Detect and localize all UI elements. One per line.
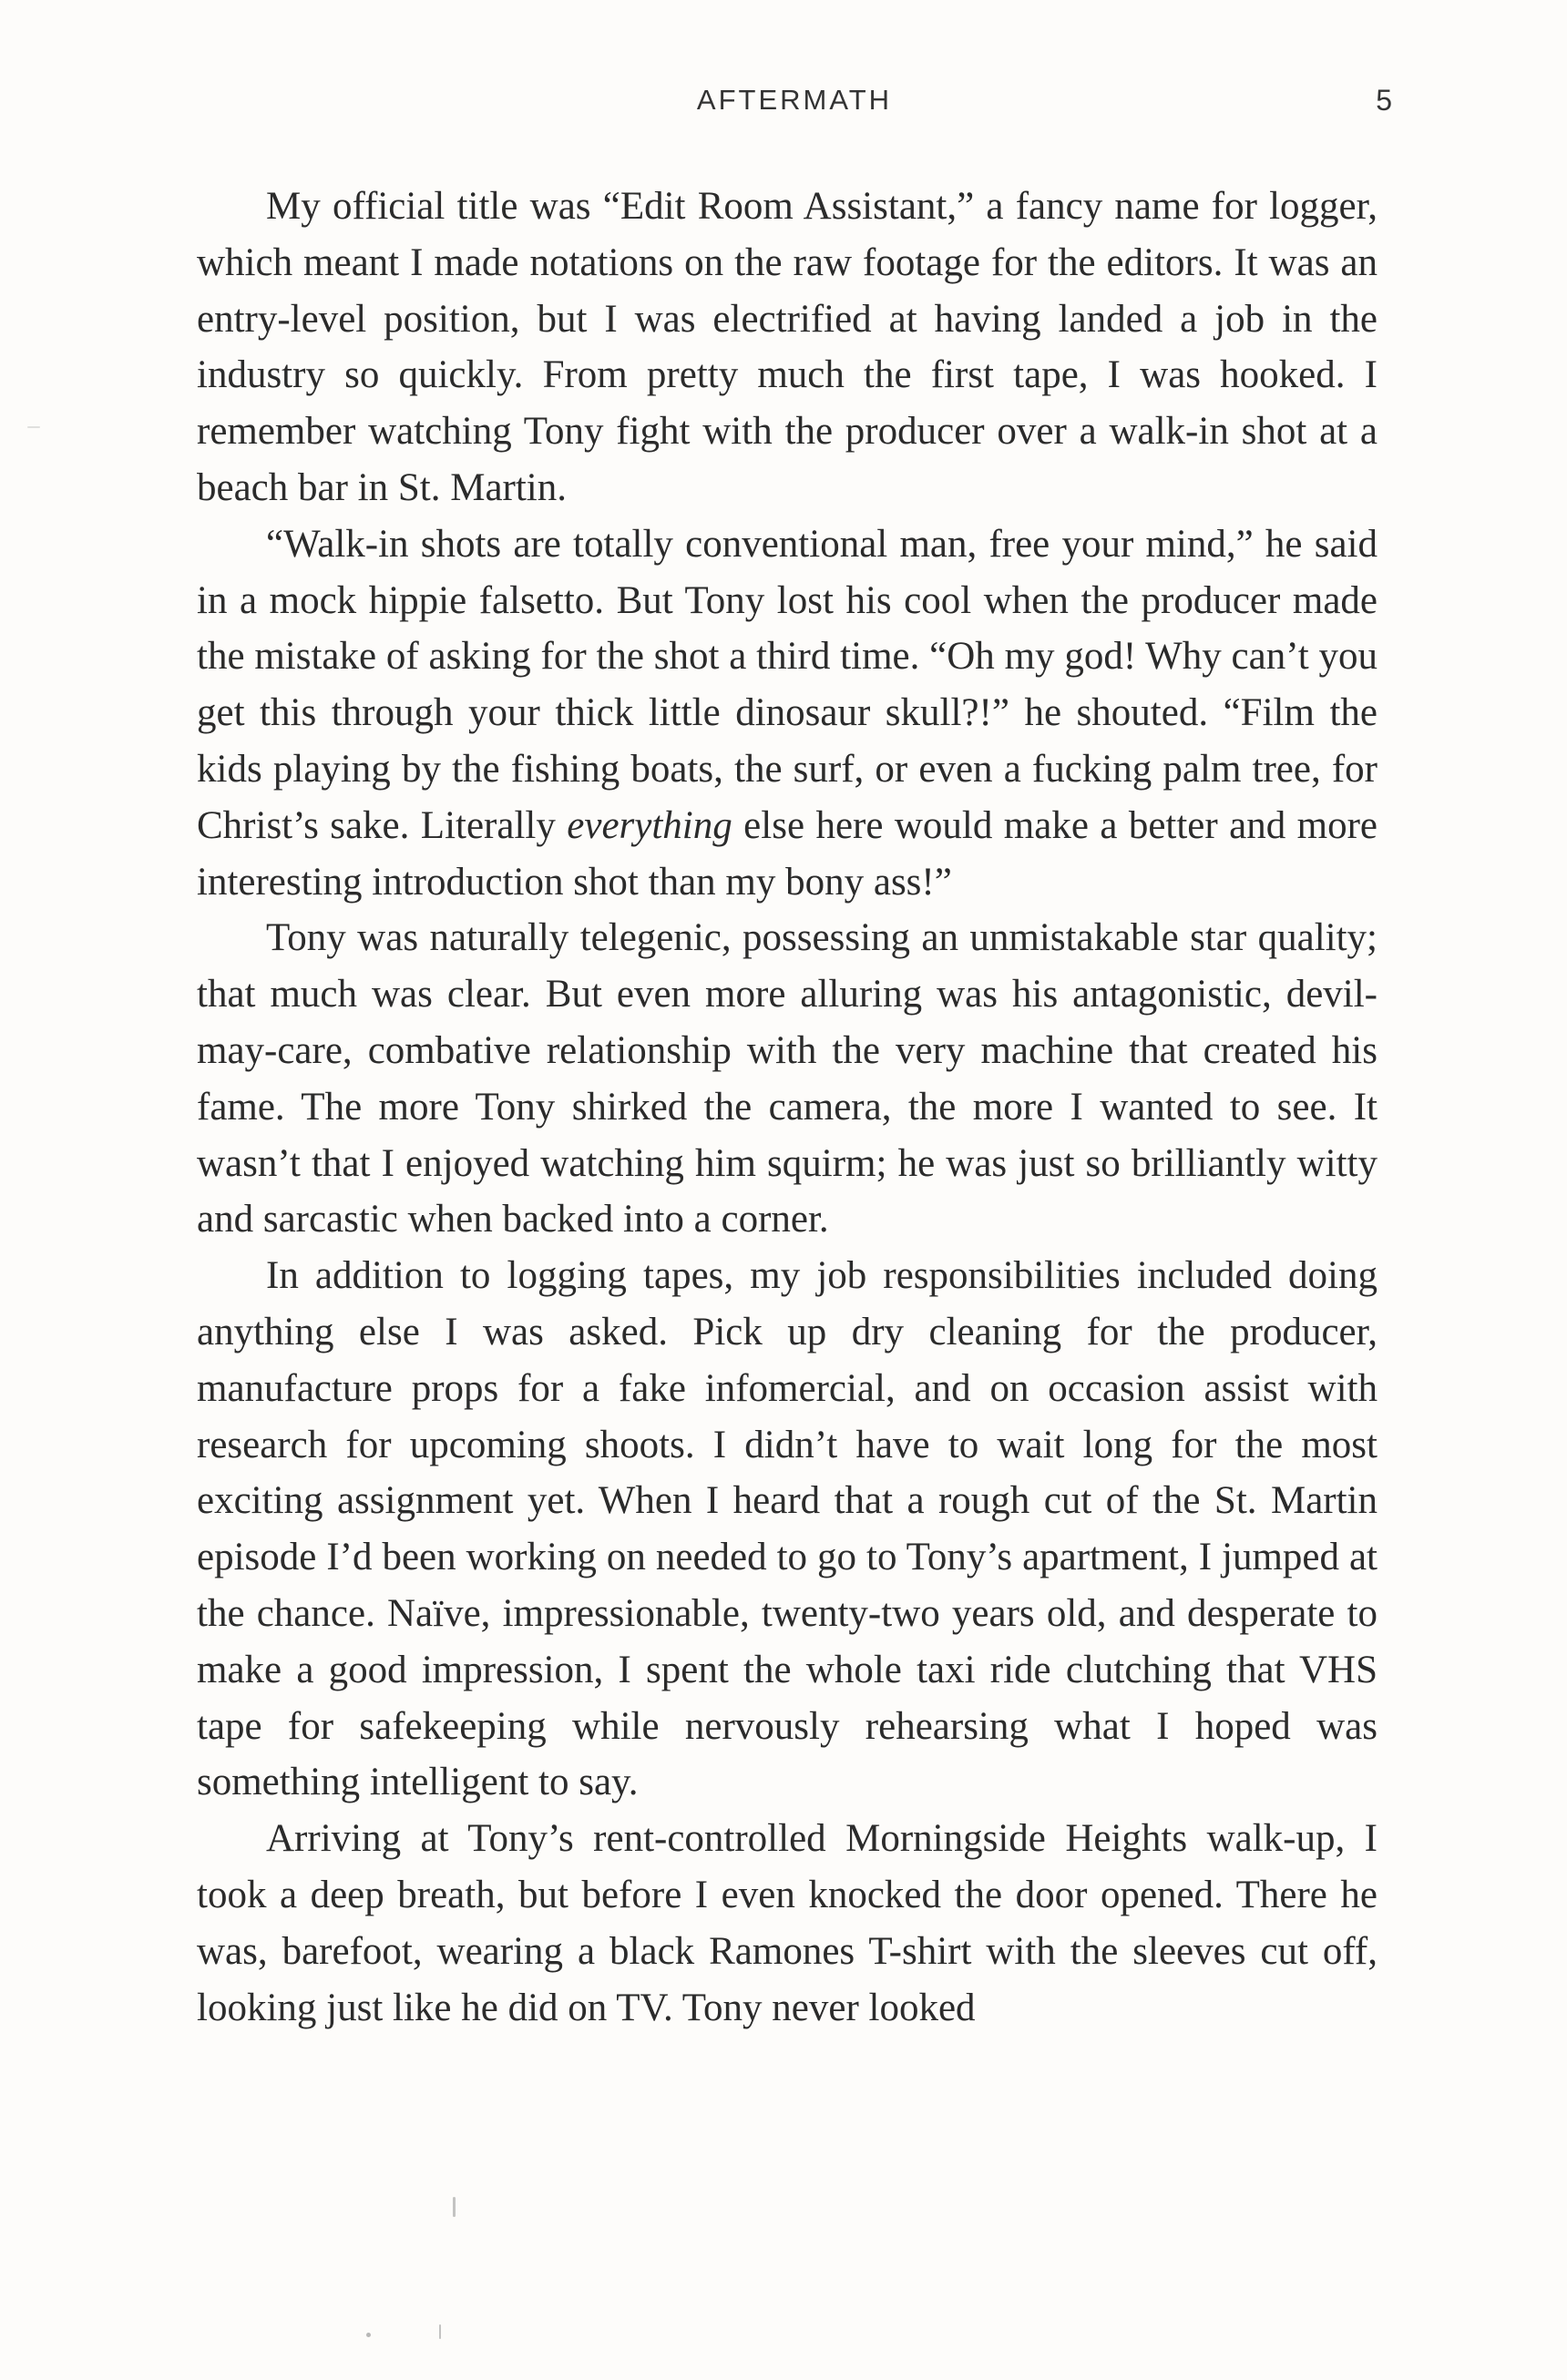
paragraph-5 bbox=[197, 1811, 1378, 2036]
paragraph-4-text: In addition to logging tapes, my job responsibilities included doing anything else I was asked. Pick up dry cleaning for the producer, manufacture props for a fake infomercial, and on occasion assist with research for upcoming shoots. I didn’t have to wait long for the most exciting assignment yet. When I heard that a rough cut of the St. Martin episode I’d been working on needed to go to Tony’s apartment, I jumped at the chance. Naïve, impressionable, twenty-two years old, and desperate to make a good impression, I spent the whole taxi ride clutching that VHS tape for safekeeping while nervously rehearsing what I hoped was something intelligent to say. bbox=[197, 1254, 1378, 1804]
paragraph-1 bbox=[197, 179, 1378, 516]
running-head: AFTERMATH bbox=[696, 84, 893, 116]
paragraph-2 bbox=[197, 516, 1378, 911]
paragraph-2-italic: everything bbox=[567, 803, 732, 847]
paragraph-2-text-after: else here would make a better and more interesting introduction shot than my bony ass!” bbox=[197, 803, 1378, 904]
scan-speck bbox=[366, 2333, 371, 2337]
scan-speck bbox=[453, 2197, 456, 2217]
page-number: 5 bbox=[1376, 84, 1392, 117]
paragraph-3-text: Tony was naturally telegenic, possessing an unmistakable star quality; that much was clear. But even more alluring was his antagonistic, devil-may-care, combative relationship with the very machine that created his fame. The more Tony shirked the camera, the more I wanted to see. It wasn’t that I enjoyed watching him squirm; he was just so brilliantly witty and sarcastic when backed into a corner. bbox=[197, 916, 1378, 1241]
page-header bbox=[197, 84, 1392, 129]
paragraph-4 bbox=[197, 1248, 1378, 1811]
scan-speck bbox=[439, 2324, 441, 2339]
paragraph-5-text: Arriving at Tony’s rent-controlled Morningside Heights walk-up, I took a deep breath, but before I even knocked the door opened. There he was, barefoot, wearing a black Ramones T-shirt with the sleeves cut off, looking just like he did on TV. Tony never looked bbox=[197, 1817, 1378, 2029]
paragraph-2-text: “Walk-in shots are totally conventional man, free your mind,” he said in a mock hippie falsetto. But Tony lost his cool when the producer made the mistake of asking for the shot a third time. “Oh my god! Why can’t you get this through your thick little dinosaur skull?!” he shouted. “Film the kids playing by the fishing boats, the surf, or even a fucking palm tree, for Christ’s sake. Literally bbox=[197, 522, 1378, 847]
scan-speck bbox=[27, 426, 40, 428]
body-text bbox=[197, 179, 1378, 2036]
paragraph-3 bbox=[197, 910, 1378, 1248]
paragraph-1-text: My official title was “Edit Room Assistant,” a fancy name for logger, which meant I made notations on the raw footage for the editors. It was an entry-level position, but I was electrified at having landed a job in the industry so quickly. From pretty much the first tape, I was hooked. I remember watching Tony fight with the producer over a walk-in shot at a beach bar in St. Martin. bbox=[197, 185, 1378, 509]
